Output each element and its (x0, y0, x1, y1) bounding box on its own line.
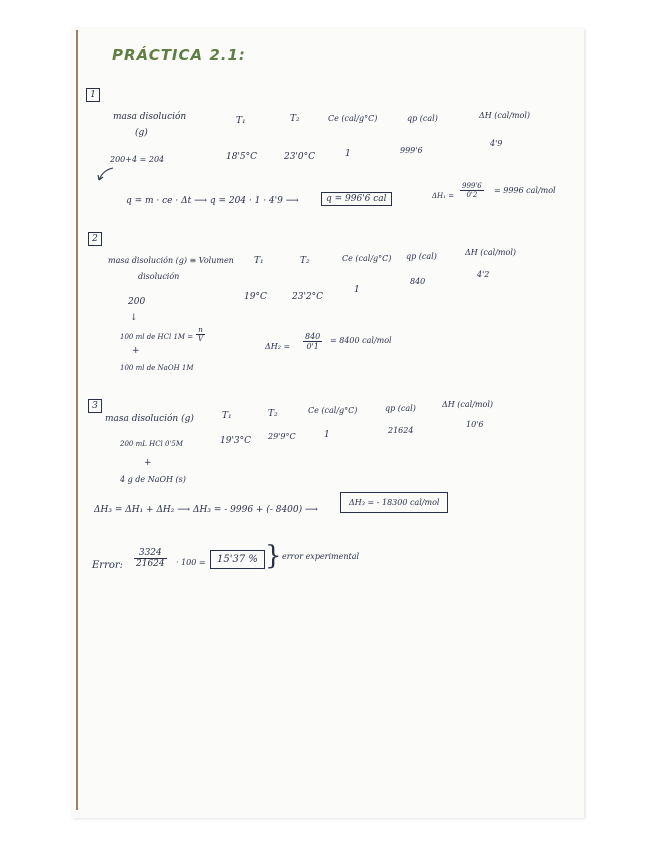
s2-value-qp: 840 (410, 277, 426, 286)
s1-heat-formula: q = m · ce · Δt ⟶ q = 204 · 1 · 4'9 ⟶ (126, 196, 299, 206)
error-result-box: 15'37 % (210, 550, 265, 569)
s1-dh-result: = 9996 cal/mol (494, 186, 556, 195)
s3-plus: + (144, 458, 152, 468)
s2-naoh-note: 100 ml de NaOH 1M (120, 364, 194, 372)
error-label: Error: (92, 560, 124, 571)
s2-value-ce: 1 (354, 285, 360, 295)
s3-value-dh: 10'6 (466, 420, 484, 429)
section-2-number: 2 (88, 232, 102, 246)
s3-value-t2: 29'9°C (268, 432, 296, 441)
s1-header-ce: Ce (cal/g°C) (328, 114, 378, 123)
s3-value-t1: 19'3°C (220, 436, 252, 446)
s3-value-mass: 200 mL HCl 0'5M (120, 440, 184, 448)
error-note: error experimental (282, 552, 360, 561)
s1-value-t1: 18'5°C (226, 152, 258, 162)
s2-value-t1: 19°C (244, 292, 267, 302)
s2-header-dh: ΔH (cal/mol) (465, 248, 517, 257)
s1-value-ce: 1 (345, 149, 351, 159)
s3-header-qp: qp (cal) (385, 404, 416, 413)
s2-value-t2: 23'2°C (292, 292, 324, 302)
s2-plus: + (132, 346, 140, 356)
s3-value-ce: 1 (324, 430, 330, 440)
s2-header-mass-unit: disolución (138, 272, 180, 281)
hess-result-box: ΔH₃ = - 18300 cal/mol (340, 492, 448, 513)
section-1-number: 1 (86, 88, 100, 102)
s3-header-mass: masa disolución (g) (105, 414, 194, 424)
s2-hcl-denominator: V (198, 335, 204, 344)
s2-hcl-numerator: n (196, 326, 205, 335)
s1-header-mass: masa disolución (113, 112, 187, 122)
s2-dh-result: = 8400 cal/mol (330, 336, 392, 345)
page-margin-line (76, 30, 78, 810)
curved-arrow-icon (95, 166, 117, 184)
s1-heat-result-box: q = 996'6 cal (321, 192, 392, 206)
s1-header-dh: ΔH (cal/mol) (479, 111, 531, 120)
s2-dh-label: ΔH₂ = (265, 342, 291, 351)
s1-value-t2: 23'0°C (284, 152, 316, 162)
error-fraction (134, 548, 167, 570)
s3-header-dh: ΔH (cal/mol) (442, 400, 494, 409)
s1-value-dh: 4'9 (490, 139, 503, 148)
s2-header-qp: qp (cal) (406, 252, 437, 261)
s2-header-t2: T₂ (300, 256, 310, 266)
s2-header-t1: T₁ (254, 256, 264, 266)
s3-header-t2: T₂ (268, 409, 278, 419)
s2-hcl-fraction (196, 326, 205, 343)
s2-dh-fraction (303, 332, 322, 351)
s3-value-qp: 21624 (388, 426, 414, 435)
s1-header-mass-unit: (g) (135, 128, 148, 138)
s1-value-mass: 200+4 = 204 (110, 155, 165, 164)
error-numerator: 3324 (134, 548, 167, 559)
s2-value-mass: 200 (128, 297, 146, 307)
s1-dh-denominator: 0'2 (466, 191, 478, 200)
s2-header-mass: masa disolución (g) ≡ Volumen (108, 256, 234, 265)
s3-naoh-note: 4 g de NaOH (s) (120, 475, 186, 484)
s1-dh-label: ΔH₁ = (432, 192, 455, 200)
s1-header-t1: T₁ (236, 116, 246, 126)
page-title: PRÁCTICA 2.1: (112, 46, 246, 64)
s1-value-qp: 999'6 (400, 146, 423, 155)
s1-header-qp: qp (cal) (407, 114, 438, 123)
s2-hcl-note: 100 ml de HCl 1M = (120, 333, 194, 341)
s2-value-dh: 4'2 (477, 270, 490, 279)
hess-equation: ΔH₃ = ΔH₁ + ΔH₂ ⟶ ΔH₃ = - 9996 + (- 8400) ⟶ (94, 505, 318, 515)
error-times: · 100 = (176, 558, 206, 567)
s1-dh-fraction (460, 182, 484, 199)
error-denominator: 21624 (136, 559, 165, 570)
s2-header-ce: Ce (cal/g°C) (342, 254, 392, 263)
error-brace: } (265, 541, 282, 571)
section-3-number: 3 (88, 399, 102, 413)
s2-down-arrow: ↓ (130, 313, 138, 323)
s2-dh-denominator: 0'1 (306, 342, 319, 352)
s3-header-t1: T₁ (222, 411, 232, 421)
s1-header-t2: T₂ (290, 114, 300, 124)
s3-header-ce: Ce (cal/g°C) (308, 406, 358, 415)
s1-dh-numerator: 999'6 (462, 182, 482, 190)
s2-dh-numerator: 840 (305, 332, 321, 341)
